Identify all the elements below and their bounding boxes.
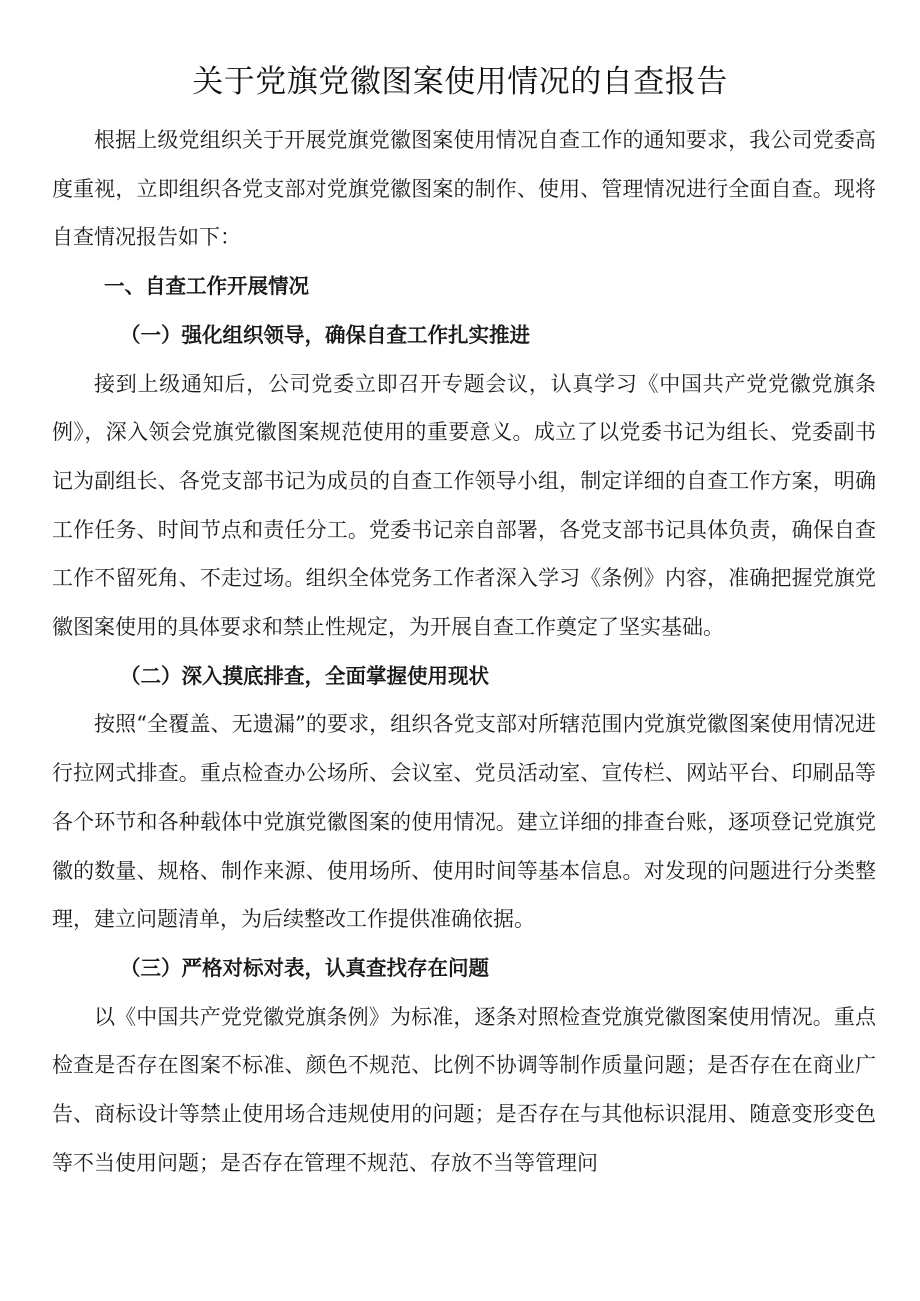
subsection-heading-2: （二）深入摸底排查，全面掌握使用现状 — [120, 663, 489, 688]
intro-paragraph: 根据上级党组织关于开展党旗党徽图案使用情况自查工作的通知要求，我公司党委高度重视，立即组织各党支部对党旗党徽图案的制作、使用、管理情况进行全面自查。现将自查情况报告如下： — [52, 128, 876, 250]
subsection-1-paragraph: 接到上级通知后，公司党委立即召开专题会议，认真学习《中国共产党党徽党旗条例》，深入领会党旗党徽图案规范使用的重要意义。成立了以党委书记为组长、党委副书记为副组长、各党支部书记为成员的自查工作领导小组，制定详细的自查工作方案，明确工作任务、时间节点和责任分工。党委书记亲自部署，各党支部书记具体负责，确保自查工作不留死角、不走过场。组织全体党务工作者深入学习《条例》内容，准确把握党旗党徽图案使用的具体要求和禁止性规定，为开展自查工作奠定了坚实基础。 — [52, 371, 876, 640]
document-title: 关于党旗党徽图案使用情况的自查报告 — [192, 64, 728, 100]
section-heading-1: 一、自查工作开展情况 — [104, 274, 309, 299]
document-body — [52, 116, 876, 1187]
subsection-heading-3: （三）严格对标对表，认真查找存在问题 — [120, 955, 489, 980]
subsection-2-paragraph: 按照“全覆盖、无遗漏”的要求，组织各党支部对所辖范围内党旗党徽图案使用情况进行拉网式排查。重点检查办公场所、会议室、党员活动室、宣传栏、网站平台、印刷品等各个环节和各种载体中党旗党徽图案的使用情况。建立详细的排查台账，逐项登记党旗党徽的数量、规格、制作来源、使用场所、使用时间等基本信息。对发现的问题进行分类整理，建立问题清单，为后续整改工作提供准确依据。 — [52, 712, 876, 932]
subsection-heading-1: （一）强化组织领导，确保自查工作扎实推进 — [120, 322, 530, 347]
subsection-3-paragraph: 以《中国共产党党徽党旗条例》为标准，逐条对照检查党旗党徽图案使用情况。重点检查是否存在图案不标准、颜色不规范、比例不协调等制作质量问题；是否存在在商业广告、商标设计等禁止使用场合违规使用的问题；是否存在与其他标识混用、随意变形变色等不当使用问题；是否存在管理不规范、存放不当等管理问 — [52, 1004, 876, 1175]
